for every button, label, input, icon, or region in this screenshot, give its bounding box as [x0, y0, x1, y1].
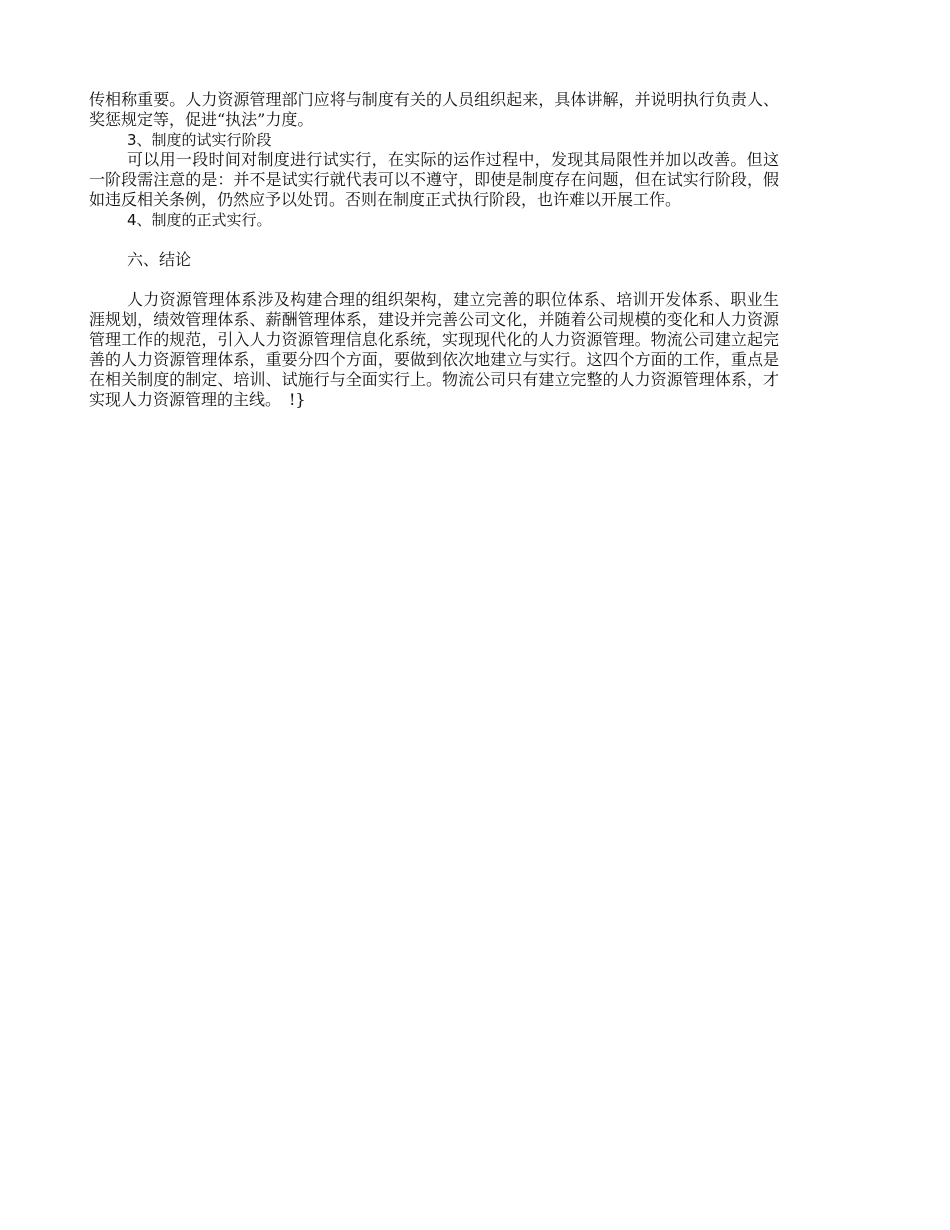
- document-page: [89, 90, 779, 410]
- paragraph-trial-phase: 可以用一段时间对制度进行试实行，在实际的运作过程中，发现其局限性并加以改善。但这一阶段需注意的是：并不是试实行就代表可以不遵守，即使是制度存在问题，但在试实行阶段，假如违反相关条例，仍然应予以处罚。否则在制度正式执行阶段，也许难以开展工作。: [89, 150, 779, 209]
- paragraph-conclusion: 人力资源管理体系涉及构建合理的组织架构，建立完善的职位体系、培训开发体系、职业生涯规划，绩效管理体系、薪酬管理体系，建设并完善公司文化，并随着公司规模的变化和人力资源管理工作的规范，引入人力资源管理信息化系统，实现现代化的人力资源管理。物流公司建立起完善的人力资源管理体系，重要分四个方面，要做到依次地建立与实行。这四个方面的工作，重点是在相关制度的制定、培训、试施行与全面实行上。物流公司只有建立完整的人力资源管理体系，才实现人力资源管理的主线。 !}: [89, 290, 779, 409]
- section-title-conclusion: 六、结论: [127, 250, 192, 269]
- paragraph-continued: 传相称重要。人力资源管理部门应将与制度有关的人员组织起来，具体讲解，并说明执行负责人、奖惩规定等，促进“执法”力度。: [89, 90, 779, 129]
- subheading-trial-phase: 3、制度的试实行阶段: [127, 131, 272, 149]
- subheading-formal-phase: 4、制度的正式实行。: [127, 211, 272, 229]
